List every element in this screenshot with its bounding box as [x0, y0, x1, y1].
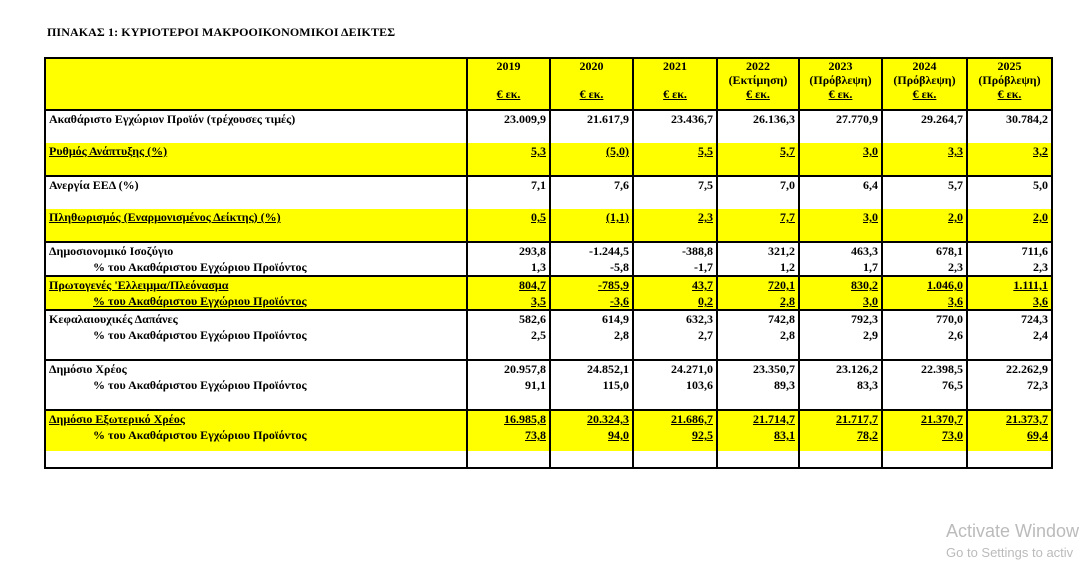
- value-cell: 1,2: [717, 259, 799, 276]
- value-cell: 24.271,0: [633, 360, 717, 377]
- value-cell: 2,0: [882, 209, 967, 225]
- value-cell: 1,7: [799, 259, 882, 276]
- value-cell: 3,6: [967, 293, 1052, 310]
- value-cell: 26.136,3: [717, 110, 799, 127]
- value-cell: 711,6: [967, 242, 1052, 259]
- value-cell: 3,0: [799, 293, 882, 310]
- row-label: % του Ακαθάριστου Εγχώριου Προϊόντος: [93, 260, 307, 274]
- value-cell: 27.770,9: [799, 110, 882, 127]
- value-cell: 0,2: [633, 293, 717, 310]
- row-label: % του Ακαθάριστου Εγχώριου Προϊόντος: [93, 378, 307, 392]
- value-cell: 1.046,0: [882, 276, 967, 293]
- header-year-2025: 2025 (Πρόβλεψη) € εκ.: [967, 58, 1052, 110]
- value-cell: 2,3: [633, 209, 717, 225]
- value-cell: 72,3: [967, 377, 1052, 393]
- value-cell: 7,1: [467, 176, 550, 193]
- value-cell: 21.686,7: [633, 410, 717, 427]
- value-cell: 103,6: [633, 377, 717, 393]
- value-cell: 94,0: [550, 427, 633, 443]
- row-label: Ρυθμός Ανάπτυξης (%): [49, 144, 168, 158]
- value-cell: 76,5: [882, 377, 967, 393]
- value-cell: 463,3: [799, 242, 882, 259]
- value-cell: 7,6: [550, 176, 633, 193]
- value-cell: 2,9: [799, 327, 882, 343]
- value-cell: 5,7: [717, 143, 799, 159]
- row-label: Κεφαλαιουχικές Δαπάνες: [45, 310, 467, 327]
- table-row-fiscal-balance-pct: [45, 259, 1052, 276]
- value-cell: 632,3: [633, 310, 717, 327]
- value-cell: 21.714,7: [717, 410, 799, 427]
- value-cell: 21.373,7: [967, 410, 1052, 427]
- value-cell: 2,7: [633, 327, 717, 343]
- value-cell: 2,3: [882, 259, 967, 276]
- value-cell: -1.244,5: [550, 242, 633, 259]
- table-row-capex: [45, 310, 1052, 327]
- value-cell: 23.350,7: [717, 360, 799, 377]
- value-cell: 1.111,1: [967, 276, 1052, 293]
- header-year-2022: 2022 (Εκτίμηση) € εκ.: [717, 58, 799, 110]
- row-label: % του Ακαθάριστου Εγχώριου Προϊόντος: [93, 294, 307, 308]
- row-label: Δημοσιονομικό Ισοζύγιο: [45, 242, 467, 259]
- value-cell: 0,5: [467, 209, 550, 225]
- header-year-2021: 2021 € εκ.: [633, 58, 717, 110]
- value-cell: 678,1: [882, 242, 967, 259]
- value-cell: 7,0: [717, 176, 799, 193]
- table-row-fiscal-balance: [45, 242, 1052, 259]
- value-cell: 89,3: [717, 377, 799, 393]
- table-row-public-debt-pct: [45, 377, 1052, 393]
- value-cell: 6,4: [799, 176, 882, 193]
- value-cell: 5,0: [967, 176, 1052, 193]
- value-cell: 321,2: [717, 242, 799, 259]
- value-cell: 2,8: [550, 327, 633, 343]
- value-cell: 43,7: [633, 276, 717, 293]
- table-row-primary-balance-pct: [45, 293, 1052, 310]
- macro-indicators-table: [44, 57, 1053, 469]
- table-row-external-debt: [45, 410, 1052, 427]
- value-cell: 23.436,7: [633, 110, 717, 127]
- row-label: Ανεργία ΕΕΔ (%): [45, 176, 467, 193]
- value-cell: 3,3: [882, 143, 967, 159]
- value-cell: 804,7: [467, 276, 550, 293]
- value-cell: 21.370,7: [882, 410, 967, 427]
- value-cell: 2,6: [882, 327, 967, 343]
- value-cell: 720,1: [717, 276, 799, 293]
- value-cell: 2,8: [717, 293, 799, 310]
- value-cell: 2,0: [967, 209, 1052, 225]
- table-row-external-debt-pct: [45, 427, 1052, 443]
- value-cell: -5,8: [550, 259, 633, 276]
- value-cell: 770,0: [882, 310, 967, 327]
- table-row-unemployment: [45, 176, 1052, 193]
- value-cell: 3,6: [882, 293, 967, 310]
- value-cell: 614,9: [550, 310, 633, 327]
- value-cell: 3,0: [799, 143, 882, 159]
- row-label: Ακαθάριστο Εγχώριον Προϊόν (τρέχουσες τιμές): [45, 110, 467, 127]
- header-year-2024: 2024 (Πρόβλεψη) € εκ.: [882, 58, 967, 110]
- value-cell: 830,2: [799, 276, 882, 293]
- header-year-2023: 2023 (Πρόβλεψη) € εκ.: [799, 58, 882, 110]
- value-cell: (5,0): [550, 143, 633, 159]
- value-cell: 21.717,7: [799, 410, 882, 427]
- value-cell: 22.398,5: [882, 360, 967, 377]
- value-cell: 5,3: [467, 143, 550, 159]
- activate-windows-hint: Go to Settings to activ: [946, 545, 1074, 560]
- value-cell: 23.126,2: [799, 360, 882, 377]
- value-cell: 742,8: [717, 310, 799, 327]
- value-cell: 3,2: [967, 143, 1052, 159]
- value-cell: -1,7: [633, 259, 717, 276]
- header-label-cell: [45, 58, 467, 110]
- value-cell: 293,8: [467, 242, 550, 259]
- table-row-primary-balance: [45, 276, 1052, 293]
- value-cell: 73,0: [882, 427, 967, 443]
- value-cell: 30.784,2: [967, 110, 1052, 127]
- header-year-2020: 2020 € εκ.: [550, 58, 633, 110]
- table-row-public-debt: [45, 360, 1052, 377]
- value-cell: -388,8: [633, 242, 717, 259]
- value-cell: 3,5: [467, 293, 550, 310]
- value-cell: 724,3: [967, 310, 1052, 327]
- value-cell: (1,1): [550, 209, 633, 225]
- header-year-2019: 2019 € εκ.: [467, 58, 550, 110]
- value-cell: 22.262,9: [967, 360, 1052, 377]
- value-cell: 2,4: [967, 327, 1052, 343]
- table-row-gdp: [45, 110, 1052, 127]
- value-cell: 69,4: [967, 427, 1052, 443]
- value-cell: 5,7: [882, 176, 967, 193]
- value-cell: 2,3: [967, 259, 1052, 276]
- value-cell: 92,5: [633, 427, 717, 443]
- table-title: ΠΙΝΑΚΑΣ 1: ΚΥΡΙΟΤΕΡΟΙ ΜΑΚΡΟΟΙΚΟΝΟΜΙΚΟΙ ΔΕΙΚΤΕΣ: [47, 25, 396, 39]
- value-cell: 7,5: [633, 176, 717, 193]
- value-cell: 29.264,7: [882, 110, 967, 127]
- value-cell: 3,0: [799, 209, 882, 225]
- value-cell: 115,0: [550, 377, 633, 393]
- value-cell: 20.324,3: [550, 410, 633, 427]
- value-cell: 24.852,1: [550, 360, 633, 377]
- value-cell: 16.985,8: [467, 410, 550, 427]
- table-row-capex-pct: [45, 327, 1052, 343]
- value-cell: -3,6: [550, 293, 633, 310]
- value-cell: 5,5: [633, 143, 717, 159]
- value-cell: 91,1: [467, 377, 550, 393]
- row-label: Πληθωρισμός (Εναρμονισμένος Δείκτης) (%): [49, 210, 281, 224]
- value-cell: -785,9: [550, 276, 633, 293]
- table-row-inflation: [45, 209, 1052, 225]
- value-cell: 2,8: [717, 327, 799, 343]
- value-cell: 582,6: [467, 310, 550, 327]
- header-row: [45, 58, 1052, 110]
- value-cell: 792,3: [799, 310, 882, 327]
- table-row-growth: [45, 143, 1052, 159]
- row-label: % του Ακαθάριστου Εγχώριου Προϊόντος: [93, 428, 307, 442]
- activate-windows-watermark: Activate Window: [946, 521, 1080, 541]
- value-cell: 83,3: [799, 377, 882, 393]
- value-cell: 1,3: [467, 259, 550, 276]
- value-cell: 73,8: [467, 427, 550, 443]
- value-cell: 20.957,8: [467, 360, 550, 377]
- row-label: Δημόσιο Εξωτερικό Χρέος: [45, 410, 467, 427]
- row-label: Πρωτογενές 'Ελλειμμα/Πλεόνασμα: [45, 276, 467, 293]
- row-label: % του Ακαθάριστου Εγχώριου Προϊόντος: [93, 328, 307, 342]
- row-label: Δημόσιο Χρέος: [45, 360, 467, 377]
- value-cell: 2,5: [467, 327, 550, 343]
- value-cell: 21.617,9: [550, 110, 633, 127]
- value-cell: 83,1: [717, 427, 799, 443]
- value-cell: 78,2: [799, 427, 882, 443]
- value-cell: 7,7: [717, 209, 799, 225]
- value-cell: 23.009,9: [467, 110, 550, 127]
